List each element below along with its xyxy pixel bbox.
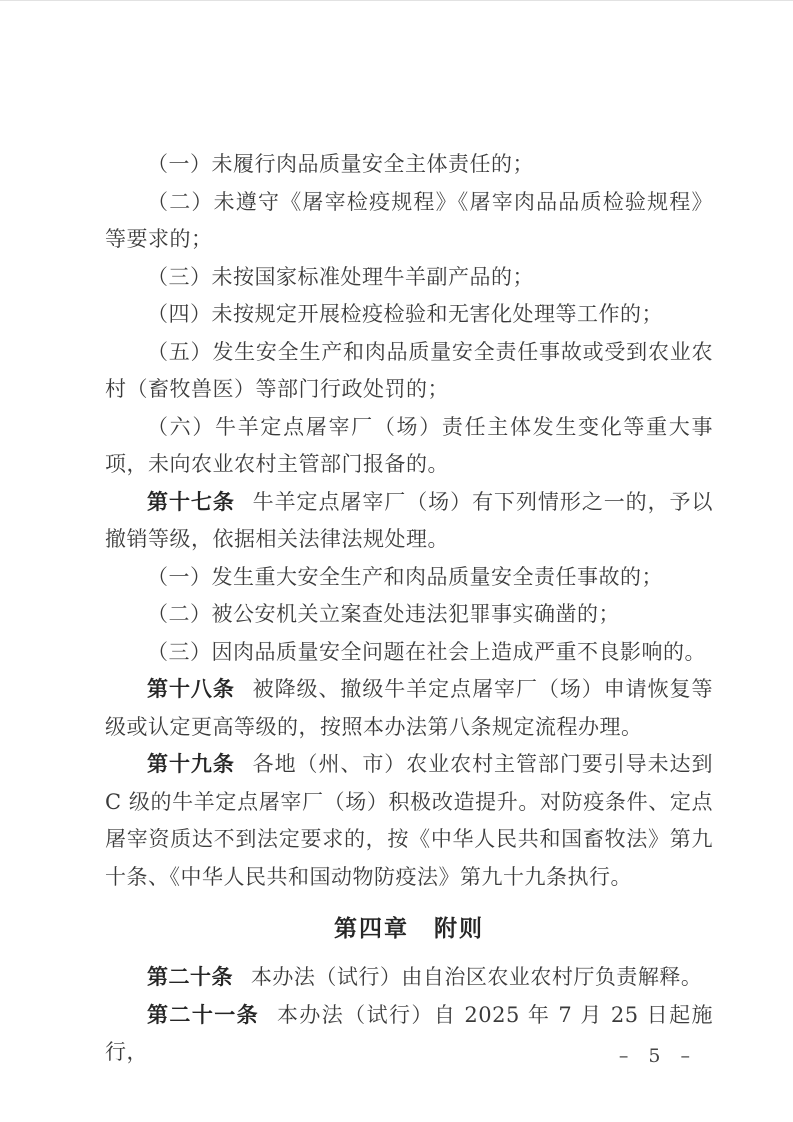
list-item-text: （二）被公安机关立案查处违法犯罪事实确凿的；	[147, 602, 620, 626]
list-item-text: （五）发生安全生产和肉品质量安全责任事故或受到农业农村（畜牧兽医）等部门行政处罚的；	[105, 339, 713, 401]
list-item	[105, 559, 713, 597]
article-number: 第十七条	[147, 489, 235, 514]
article-number: 第二十条	[147, 965, 233, 989]
list-item	[105, 596, 713, 634]
list-item	[105, 634, 713, 672]
article-text: 本办法（试行）由自治区农业农村厅负责解释。	[250, 965, 703, 989]
list-item-text: （六）牛羊定点屠宰厂（场）责任主体发生变化等重大事项，未向农业农村主管部门报备的。	[105, 414, 713, 476]
article-text: 各地（州、市）农业农村主管部门要引导未达到 C 级的牛羊定点屠宰厂（场）积极改造提升。对防疫条件、定点屠宰资质达不到法定要求的，按《中华人民共和国畜牧法》第九十条、《中华人民共和国动物防疫法》第九十九条执行。	[105, 752, 714, 889]
list-item-text: （二）未遵守《屠宰检疫规程》《屠宰肉品品质检验规程》等要求的；	[105, 189, 713, 251]
list-item-text: （一）未履行肉品质量安全主体责任的；	[147, 152, 534, 176]
list-item-text: （四）未按规定开展检疫检验和无害化处理等工作的；	[147, 302, 663, 326]
list-item	[105, 146, 713, 184]
article-paragraph	[105, 959, 713, 997]
list-item	[105, 409, 713, 484]
chapter-heading: 第四章 附则	[334, 916, 484, 942]
article-text: 被降级、撤级牛羊定点屠宰厂（场）申请恢复等级或认定更高等级的，按照本办法第八条规定流程办理。	[105, 677, 714, 739]
article-number: 第十九条	[147, 752, 235, 776]
list-item-text: （三）未按国家标准处理牛羊副产品的；	[147, 264, 534, 289]
article-text: 本办法（试行）自 2025 年 7 月 25 日起施行，	[105, 1002, 714, 1064]
article-paragraph	[105, 746, 713, 896]
list-item	[105, 296, 713, 334]
page-top-edge	[0, 0, 793, 1]
list-item-text: （三）因肉品质量安全问题在社会上造成严重不良影响的。	[147, 639, 706, 664]
article-paragraph	[105, 484, 713, 559]
list-item	[105, 334, 713, 409]
article-number: 第二十一条	[147, 1002, 260, 1027]
page-number: – 5 –	[618, 1045, 697, 1067]
list-item	[105, 184, 713, 259]
list-item-text: （一）发生重大安全生产和肉品质量安全责任事故的；	[147, 564, 663, 589]
article-number: 第十八条	[147, 677, 235, 701]
article-paragraph	[105, 671, 713, 746]
list-item	[105, 259, 713, 297]
article-text: 牛羊定点屠宰厂（场）有下列情形之一的，予以撤销等级，依据相关法律法规处理。	[105, 489, 714, 551]
document-body	[105, 146, 713, 1072]
